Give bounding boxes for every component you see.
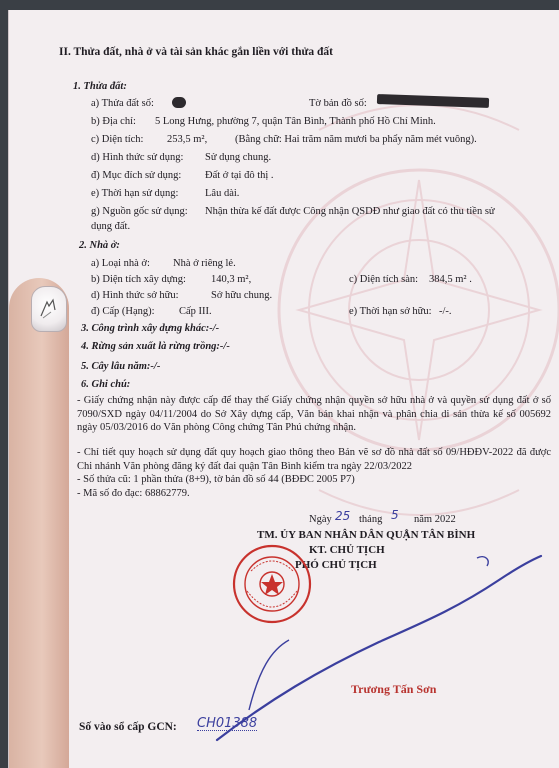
notes-heading: 6. Ghi chú: [81,379,131,390]
note-paragraph-4: - Mã số đo đạc: 68862779. [77,488,190,499]
origin-value-continued: dụng đất. [91,221,131,232]
ownership-label: d) Hình thức sở hữu: [91,290,179,301]
date-day-value: 25 [335,509,351,523]
house-type-value: Nhà ở riêng lẻ. [173,258,236,269]
build-area-label: b) Diện tích xây dựng: [91,274,186,285]
purpose-value: Đất ở tại đô thị . [205,170,274,181]
term-value: Lâu dài. [205,188,240,199]
own-term-label: e) Thời hạn sở hữu: [349,306,432,317]
area-label: c) Diện tích: [91,134,144,145]
address-value: 5 Long Hưng, phường 7, quận Tân Bình, Thành phố Hồ Chí Minh. [155,116,436,127]
other-construction: 3. Công trình xây dựng khác:-/- [81,323,220,334]
issuing-authority: TM. ỦY BAN NHÂN DÂN QUẬN TÂN BÌNH [257,529,476,541]
finger-image [9,278,69,768]
area-words: (Bằng chữ: Hai trăm năm mươi ba phẩy năm mét vuông). [235,134,477,145]
date-day-label: Ngày [309,514,332,525]
area-value: 253,5 m², [167,134,208,145]
house-heading: 2. Nhà ở: [79,240,120,251]
vice-chairman: PHÓ CHỦ TỊCH [295,559,377,571]
kt-chairman: KT. CHỦ TỊCH [309,544,385,556]
build-area-value: 140,3 m², [211,274,252,285]
grade-label: đ) Cấp (Hạng): [91,306,155,317]
parcel-label: a) Thửa đất số: [91,98,154,109]
note-paragraph-2: - Chỉ tiết quy hoạch sử dụng đất quy hoạch giao thông theo Bản vẽ sơ đồ nhà đất số 09/HĐĐV-2022 đã được Chi nhánh Văn phòng đăng ký đất đai quận Tân Bình kiểm tra ngày 22/03/2022 [77,447,551,472]
land-heading: 1. Thửa đất: [73,81,127,92]
signer-name: Trương Tấn Sơn [351,682,437,696]
term-label: e) Thời hạn sử dụng: [91,188,179,199]
date-month-label: tháng [359,514,383,525]
registry-number: CH01388 [197,716,258,731]
nail-art-icon [37,296,59,322]
usage-form-value: Sử dụng chung. [205,152,272,163]
certificate-page [8,10,559,768]
note-paragraph-3: - Số thửa cũ: 1 phần thửa (8+9), tờ bản đồ số 44 (BĐĐC 2005 P7) [77,474,355,485]
floor-area-label: c) Diện tích sàn: [349,274,419,285]
perennial: 5. Cây lâu năm:-/- [81,361,161,372]
address-label: b) Địa chỉ: [91,116,136,127]
parcel-redaction [172,97,186,108]
note-paragraph-1: - Giấy chứng nhận này được cấp để thay thế Giấy chứng nhận quyền sở hữu nhà ở và quyền sử dụng đất ở số 7090/SXD ngày 04/11/2004 do Sở Xây dựng cấp, Văn bản khai nhận và phân chia di sản thừa kế số 005692 ngày 05/03/2016 do Văn phòng Công chứng Tân Phú chứng nhận. [77,395,551,433]
usage-form-label: d) Hình thức sử dụng: [91,152,184,163]
origin-value: Nhận thừa kế đất được Công nhận QSDĐ như giao đất có thu tiền sử [205,206,495,217]
own-term-value: -/-. [439,306,452,317]
date-month-value: 5 [391,508,399,522]
ownership-value: Sở hữu chung. [211,290,273,301]
purpose-label: đ) Mục đích sử dụng: [91,170,182,181]
grade-value: Cấp III. [179,306,212,317]
section-title: II. Thửa đất, nhà ở và tài sản khác gắn liền với thửa đất [59,46,333,58]
origin-label: g) Nguồn gốc sử dụng: [91,206,188,217]
signature-stroke-icon [209,550,559,745]
forest: 4. Rừng sản xuất là rừng trồng:-/- [81,341,230,352]
map-sheet-redaction [377,94,489,108]
map-sheet-label: Tờ bản đồ số: [309,98,367,109]
house-type-label: a) Loại nhà ở: [91,258,150,269]
floor-area-value: 384,5 m² . [429,274,472,285]
date-year: năm 2022 [414,514,456,525]
registry-label: Số vào sổ cấp GCN: [79,721,177,733]
